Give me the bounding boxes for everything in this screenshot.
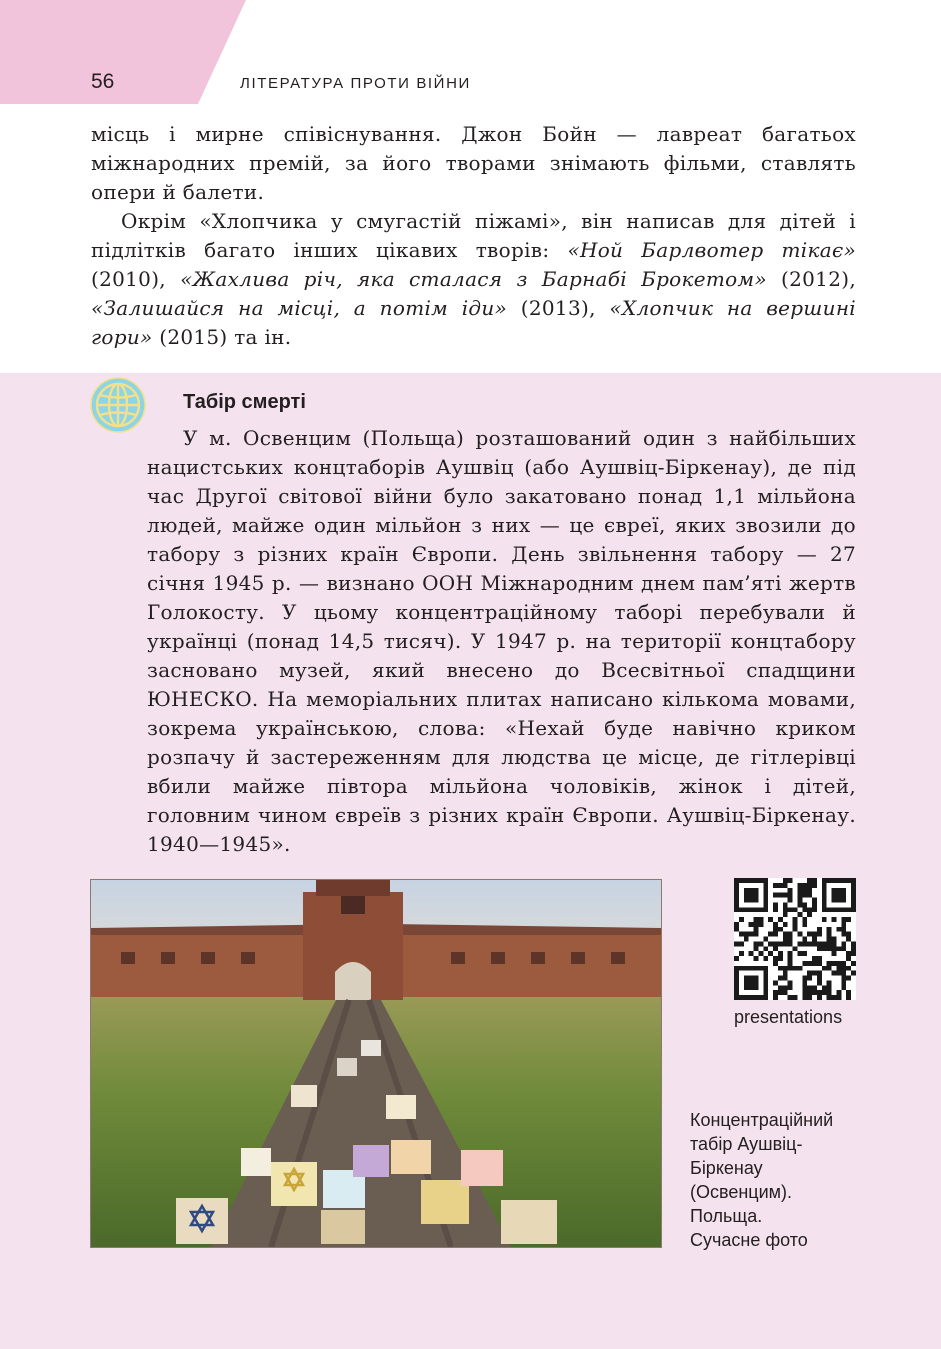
page-number: 56: [91, 70, 115, 93]
caption-line: табір Аушвіц-: [690, 1134, 803, 1154]
qr-code[interactable]: [734, 878, 856, 1000]
caption-line: (Освенцим).: [690, 1182, 793, 1202]
caption-line: Сучасне фото: [690, 1230, 808, 1250]
text-segment: (2013),: [507, 296, 610, 320]
text-segment: (2012),: [766, 267, 856, 291]
book-title: «Ной Барлвотер тікає»: [567, 238, 856, 262]
text-segment: (2010),: [91, 267, 181, 291]
text-segment: Окрім «Хлопчика у смугастій піжамі», він написав для дітей і підлітків багато інших цікавих творів:: [91, 209, 856, 262]
caption-line: Польща.: [690, 1206, 763, 1226]
paragraph-2: [91, 207, 856, 352]
paragraph-1: місць і мирне співіснування. Джон Бойн — лавреат багатьох міжнародних премій, за його творами знімають фільми, ставлять опери й балети.: [91, 122, 856, 204]
infobox-title: Табір смерті: [183, 391, 306, 413]
text-segment: (2015) та ін.: [152, 325, 292, 349]
caption-line: Концентраційний: [690, 1110, 834, 1130]
globe-icon: [90, 377, 146, 433]
qr-label: presentations: [734, 1007, 843, 1027]
infobox-text: У м. Освенцим (Польща) розташований один з найбільших нацистських концтаборів Аушвіц (або Аушвіц-Біркенау), де під час Другої світової війни було закатовано понад 1,1 мільйона людей, майже один мільйон з них — це євреї, яких звозили до табору з різних країн Європи. День звільнення табору — 27 січня 1945 р. — визнано ООН Міжнародним днем пам’яті жертв Голокосту. У цьому концентраційному таборі перебували й українці (понад 14,5 тисяч). У 1947 р. на території концтабору засновано музей, який внесено до Всесвітньої спадщини ЮНЕСКО. На меморіальних плитах написано кількома мовами, зокрема українською, слова: «Нехай буде навічно криком розпачу й застереженням для людства це місце, де гітлерівці вбили майже півтора мільйона чоловіків, жінок і дітей, головним чином євреїв з різних країн Європи. Аушвіц-Біркенау. 1940—1945».: [147, 426, 856, 856]
book-title: «Хлопчик на вершині гори»: [91, 296, 856, 349]
photo-caption: [690, 1108, 890, 1252]
caption-line: Біркенау: [690, 1158, 763, 1178]
auschwitz-photo: [91, 880, 661, 1247]
running-title: ЛІТЕРАТУРА ПРОТИ ВІЙНИ: [240, 75, 471, 92]
book-title: «Залишайся на місці, а потім іди»: [91, 296, 508, 320]
book-title: «Жахлива річ, яка сталася з Барнабі Брокетом»: [180, 267, 767, 291]
